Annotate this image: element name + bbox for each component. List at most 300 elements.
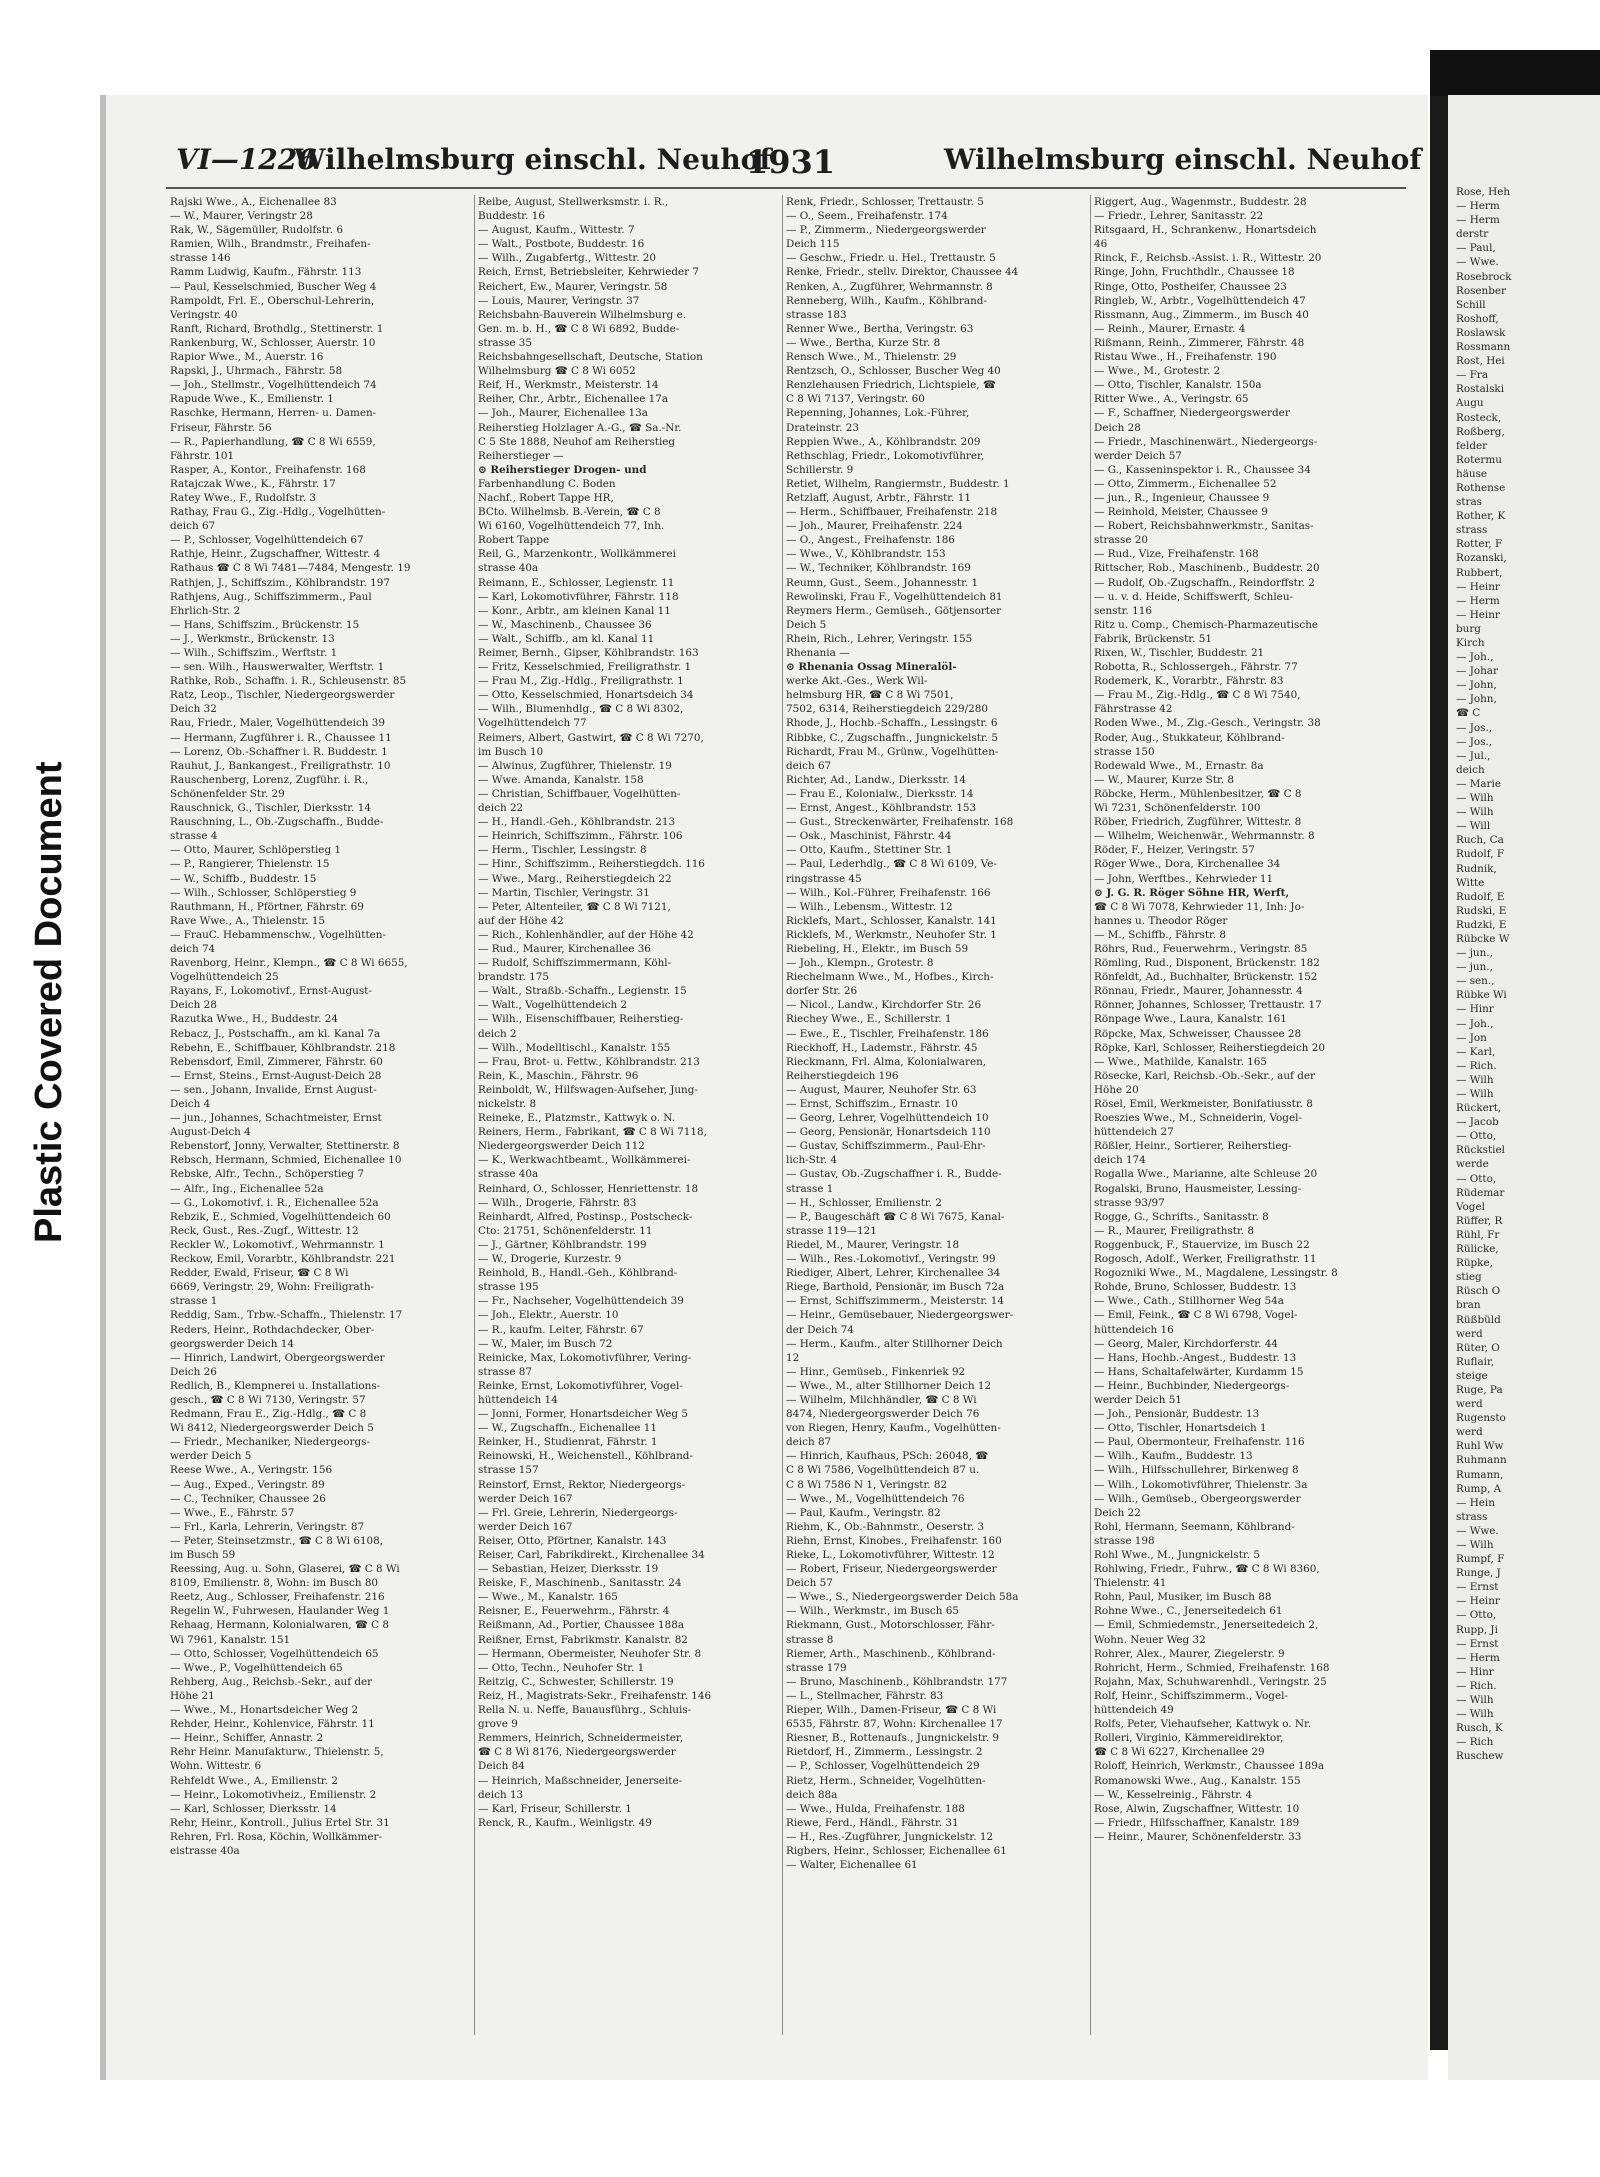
directory-entry: Rüdemar <box>1456 1186 1505 1199</box>
directory-entry: — Martin, Tischler, Veringstr. 31 <box>478 886 650 899</box>
right-page-column <box>1456 185 1600 2025</box>
directory-entry: — jun., <box>1456 947 1493 960</box>
directory-entry: Rübcke W <box>1456 932 1510 945</box>
directory-entry: — Frl. Greie, Lehrerin, Niedergeorgs- <box>478 1506 678 1519</box>
directory-entry: werd <box>1456 1327 1483 1340</box>
directory-entry: Rave Wwe., A., Thielenstr. 15 <box>170 914 326 927</box>
directory-entry: Rudolf, E <box>1456 890 1505 903</box>
directory-entry: werder Deich 5 <box>170 1450 252 1463</box>
directory-entry: 46 <box>1094 238 1108 251</box>
directory-entry: — H., Schlosser, Emilienstr. 2 <box>786 1196 942 1209</box>
directory-entry: — Georg, Maler, Kirchdorferstr. 44 <box>1094 1337 1278 1350</box>
directory-entry: Rehder, Heinr., Kohlenvice, Fährstr. 11 <box>170 1718 375 1731</box>
directory-entry: Rauthmann, H., Pförtner, Fährstr. 69 <box>170 900 364 913</box>
directory-entry: Remmers, Heinrich, Schneidermeister, <box>478 1732 684 1745</box>
directory-entry: Riehm, K., Ob.-Bahnmstr., Oeserstr. 3 <box>786 1520 985 1533</box>
directory-entry: — Hinrich, Kaufhaus, PSch: 26048, ☎ <box>786 1450 989 1463</box>
directory-entry: Rieckmann, Frl. Alma, Kolonialwaren, <box>786 1055 987 1068</box>
column-divider <box>782 195 783 2035</box>
directory-entry: Ritter Wwe., A., Veringstr. 65 <box>1094 393 1249 406</box>
directory-entry: — W., Maschinenb., Chaussee 36 <box>478 618 652 631</box>
directory-entry: — W., Schiffb., Buddestr. 15 <box>170 872 317 885</box>
directory-entry: Rentzsch, O., Schlosser, Buscher Weg 40 <box>786 365 1001 378</box>
directory-entry: Reiherstieger — <box>478 449 564 462</box>
directory-entry: Rajski Wwe., A., Eichenallee 83 <box>170 196 337 208</box>
directory-entry: Vogel <box>1456 1200 1485 1213</box>
directory-entry: — Wwe., E., Fährstr. 57 <box>170 1506 295 1519</box>
directory-entry: Richardt, Frau M., Grünw., Vogelhütten- <box>786 745 999 758</box>
directory-entry: Rönfeldt, Ad., Buchhalter, Brückenstr. 152 <box>1094 971 1318 984</box>
directory-entry: Rüsch O <box>1456 1285 1501 1298</box>
directory-entry: — Heinr <box>1456 608 1500 621</box>
directory-entry: Rohl, Hermann, Seemann, Köhlbrand- <box>1094 1520 1295 1533</box>
directory-entry: Rost, Hei <box>1456 355 1505 368</box>
directory-entry: — Hinr., Gemüseb., Finkenriek 92 <box>786 1365 966 1378</box>
directory-entry: — Wwe., M., alter Stillhorner Deich 12 <box>786 1379 992 1392</box>
directory-entry: Rauhut, J., Bankangest., Freiligrathstr. 10 <box>170 759 391 772</box>
directory-entry: Wi 8412, Niedergeorgswerder Deich 5 <box>170 1422 374 1435</box>
directory-entry: — Georg, Lehrer, Vogelhüttendeich 10 <box>786 1112 989 1125</box>
directory-entry: Reinowski, H., Weichenstell., Köhlbrand- <box>478 1450 693 1463</box>
directory-entry: Rathjen, J., Schiffszim., Köhlbrandstr. 197 <box>170 576 390 589</box>
directory-entry: 7502, 6314, Reiherstiegdeich 229/280 <box>786 703 988 716</box>
directory-entry: — Wwe., M., Vogelhüttendeich 76 <box>786 1492 965 1505</box>
directory-entry: deich 74 <box>170 942 216 955</box>
directory-entry: Reiser, Carl, Fabrikdirekt., Kirchenallee 34 <box>478 1549 705 1561</box>
directory-entry: — Konr., Arbtr., am kleinen Kanal 11 <box>478 604 671 617</box>
directory-entry: 6535, Fährstr. 87, Wohn: Kirchenallee 17 <box>786 1718 1003 1731</box>
directory-entry: Rohn, Paul, Musiker, im Busch 88 <box>1094 1591 1272 1604</box>
column-4 <box>1094 195 1392 2035</box>
directory-entry: Veringstr. 40 <box>170 308 238 321</box>
directory-entry: Thielenstr. 41 <box>1094 1577 1167 1590</box>
directory-entry: Reddig, Sam., Trbw.-Schaffn., Thielenstr. 17 <box>170 1309 403 1322</box>
directory-entry: Rapude Wwe., K., Emilienstr. 1 <box>170 393 334 406</box>
directory-entry: Razutka Wwe., H., Buddestr. 24 <box>170 1013 338 1026</box>
directory-entry: Ruhmann <box>1456 1454 1507 1467</box>
directory-entry: deich 2 <box>478 1027 517 1040</box>
directory-entry: — Paul, Lederhdlg., ☎ C 8 Wi 6109, Ve- <box>786 858 997 871</box>
directory-entry: — Heinr., Lokomotivheiz., Emilienstr. 2 <box>170 1788 377 1801</box>
directory-entry: — Jon <box>1456 1031 1487 1044</box>
directory-entry: Roder, Aug., Stukkateur, Köhlbrand- <box>1094 731 1285 744</box>
directory-entry: Rostalski <box>1456 383 1505 396</box>
directory-entry: Reißmann, Ad., Portier, Chaussee 188a <box>478 1619 685 1632</box>
directory-entry: Schillerstr. 9 <box>786 463 854 476</box>
directory-entry: Reichsbahn-Bauverein Wilhelmsburg e. <box>478 308 687 321</box>
directory-entry: helmsburg HR, ☎ C 8 Wi 7501, <box>786 689 954 702</box>
directory-entry: werder Deich 57 <box>1094 449 1182 462</box>
directory-entry: Redder, Ewald, Friseur, ☎ C 8 Wi <box>170 1267 349 1280</box>
directory-entry: — Joh., Stellmstr., Vogelhüttendeich 74 <box>170 379 377 392</box>
directory-entry: Rietz, Herm., Schneider, Vogelhütten- <box>786 1774 986 1787</box>
directory-entry: Rasper, A., Kontor., Freihafenstr. 168 <box>170 463 366 476</box>
directory-entry: — Hans, Schiffszim., Brückenstr. 15 <box>170 618 360 631</box>
directory-entry: — Rud., Vize, Freihafenstr. 168 <box>1094 548 1259 561</box>
directory-entry: — R., kaufm. Leiter, Fährstr. 67 <box>478 1323 644 1336</box>
directory-entry: — Wwe. <box>1456 256 1499 269</box>
directory-entry: — Wilh <box>1456 806 1494 819</box>
directory-entry: Rathaus ☎ C 8 Wi 7481—7484, Mengestr. 19 <box>170 562 411 575</box>
directory-entry: Regelin W., Fuhrwesen, Haulander Weg 1 <box>170 1605 390 1618</box>
directory-entry: Ratajczak Wwe., K., Fährstr. 17 <box>170 477 336 490</box>
directory-entry: — Johar <box>1456 665 1498 678</box>
directory-entry: Rotter, F <box>1456 538 1503 551</box>
directory-entry: Deich 28 <box>1094 421 1141 434</box>
directory-entry: — jun., R., Ingenieur, Chaussee 9 <box>1094 491 1270 504</box>
directory-entry: — John, <box>1456 693 1497 706</box>
directory-entry: Rudzki, E <box>1456 918 1507 931</box>
directory-entry: Ruschew <box>1456 1750 1504 1763</box>
directory-entry: Ruch, Ca <box>1456 834 1504 847</box>
directory-entry: ☎ C 8 Wi 8176, Niedergeorgswerder <box>478 1746 676 1759</box>
directory-entry: Rigbers, Heinr., Schlosser, Eichenallee 61 <box>786 1844 1007 1857</box>
directory-entry: senstr. 116 <box>1094 604 1152 617</box>
directory-entry: Deich 84 <box>478 1760 525 1773</box>
directory-entry: Rohricht, Herm., Schmied, Freihafenstr. 168 <box>1094 1661 1330 1674</box>
directory-entry: Reiher, Chr., Arbtr., Eichenallee 17a <box>478 393 669 406</box>
directory-entry: Reitzig, C., Schwester, Schillerstr. 19 <box>478 1675 674 1688</box>
directory-entry: Raschke, Hermann, Herren- u. Damen- <box>170 407 377 420</box>
directory-entry: grove 9 <box>478 1718 518 1731</box>
directory-entry: — Wwe., M., Honartsdeicher Weg 2 <box>170 1704 359 1717</box>
directory-entry: Reimers, Albert, Gastwirt, ☎ C 8 Wi 7270, <box>478 731 704 744</box>
directory-entry: — Reinh., Maurer, Ernastr. 4 <box>1094 322 1246 335</box>
directory-entry: Rosebrock <box>1456 270 1512 283</box>
directory-entry: — Rich. <box>1456 1059 1497 1072</box>
directory-entry: — Hinr <box>1456 1665 1494 1678</box>
directory-entry: Reessing, Aug. u. Sohn, Glaserei, ☎ C 8 Wi <box>170 1563 400 1576</box>
directory-entry: Rauschnick, G., Tischler, Dierksstr. 14 <box>170 802 371 815</box>
directory-entry: — Wilh., Zugabfertg., Wittestr. 20 <box>478 252 657 265</box>
directory-entry: Röger Wwe., Dora, Kirchenallee 34 <box>1094 858 1281 871</box>
directory-entry: — Reinhold, Meister, Chaussee 9 <box>1094 506 1268 519</box>
directory-entry: Rehr, Heinr., Kontroll., Julius Ertel Str. 31 <box>170 1816 390 1829</box>
directory-entry: Ristau Wwe., H., Freihafenstr. 190 <box>1094 351 1277 364</box>
directory-entry: — Georg, Pensionär, Honartsdeich 110 <box>786 1126 991 1139</box>
directory-entry: — Jonni, Former, Honartsdeicher Weg 5 <box>478 1408 689 1421</box>
directory-entry: — Joh., Elektr., Auerstr. 10 <box>478 1309 619 1322</box>
directory-page-right-fragment <box>1448 95 1600 2080</box>
directory-entry: Rusch, K <box>1456 1722 1503 1735</box>
directory-entry: Römling, Rud., Disponent, Brückenstr. 182 <box>1094 957 1320 970</box>
directory-entry: Rolf, Heinr., Schiffszimmerm., Vogel- <box>1094 1689 1288 1702</box>
directory-entry: — Gustav, Schiffszimmerm., Paul-Ehr- <box>786 1140 986 1153</box>
directory-entry: Riediger, Albert, Lehrer, Kirchenallee 34 <box>786 1267 1001 1280</box>
directory-entry: Rebsch, Hermann, Schmied, Eichenallee 10 <box>170 1154 402 1167</box>
directory-entry: — Emil, Schmiedemstr., Jenerseitedeich 2, <box>1094 1619 1319 1632</box>
directory-entry: — Wilh., Lebensm., Wittestr. 12 <box>786 900 953 913</box>
directory-entry: — Fritz, Kesselschmied, Freiligrathstr. 1 <box>478 661 692 674</box>
directory-page-left <box>100 95 1428 2080</box>
directory-entry: Schill <box>1456 298 1486 311</box>
directory-entry: Rebske, Alfr., Techn., Schöperstieg 7 <box>170 1168 364 1181</box>
directory-entry: Rhode, J., Hochb.-Schaffn., Lessingstr. 6 <box>786 717 998 730</box>
directory-entry: — Alwinus, Zugführer, Thielenstr. 19 <box>478 759 672 772</box>
directory-entry: Reil, G., Marzenkontr., Wollkämmerei <box>478 548 676 561</box>
directory-entry: eistrasse 40a <box>170 1844 240 1857</box>
directory-entry: Reumn, Gust., Seem., Johannesstr. 1 <box>786 576 979 589</box>
directory-entry: — Wwe., Cath., Stillhorner Weg 54a <box>1094 1295 1284 1308</box>
directory-entry: Robert Tappe <box>478 534 550 547</box>
directory-entry: Rojahn, Max, Schuhwarenhdl., Veringstr. 25 <box>1094 1675 1327 1688</box>
directory-entry: — P., Rangierer, Thielenstr. 15 <box>170 858 330 871</box>
directory-entry: strasse 40a <box>478 562 539 575</box>
directory-entry: Reiske, F., Maschinenb., Sanitasstr. 24 <box>478 1577 682 1590</box>
directory-entry: — Wwe. <box>1456 1524 1499 1537</box>
directory-entry: hüttendeich 16 <box>1094 1323 1174 1336</box>
directory-entry: 8109, Emilienstr. 8, Wohn: im Busch 80 <box>170 1577 379 1590</box>
directory-entry: werd <box>1456 1398 1483 1411</box>
directory-entry: Rückstiel <box>1456 1144 1505 1157</box>
directory-entry: — Ernst <box>1456 1581 1499 1594</box>
directory-entry: Nachf., Robert Tappe HR, <box>478 491 614 504</box>
directory-entry: Ratey Wwe., F., Rudolfstr. 3 <box>170 491 317 504</box>
directory-entry: — Karl, Schlosser, Dierksstr. 14 <box>170 1802 337 1815</box>
directory-entry: — Wilh <box>1456 1694 1494 1707</box>
directory-entry: Rogozniki Wwe., M., Magdalene, Lessingstr. 8 <box>1094 1267 1338 1280</box>
directory-entry: Ravenborg, Heinr., Klempn., ☎ C 8 Wi 6655, <box>170 957 408 970</box>
directory-entry: — Wilh <box>1456 1073 1494 1086</box>
directory-entry: strass <box>1456 1510 1488 1523</box>
directory-entry: Rewolinski, Frau F., Vogelhüttendeich 81 <box>786 590 1003 603</box>
directory-entry: — Gust., Streckenwärter, Freihafenstr. 168 <box>786 816 1014 829</box>
directory-entry: hannes u. Theodor Röger <box>1094 914 1228 927</box>
directory-entry: Rissmann, Aug., Zimmerm., im Busch 40 <box>1094 308 1309 321</box>
directory-entry: Reiz, H., Magistrats-Sekr., Freihafenstr. 146 <box>478 1689 712 1702</box>
directory-entry: — Peter, Altenteiler, ☎ C 8 Wi 7121, <box>478 900 671 913</box>
directory-entry: Riechelmann Wwe., M., Hofbes., Kirch- <box>786 971 994 984</box>
directory-entry: — Lorenz, Ob.-Schaffner i. R. Buddestr. 1 <box>170 745 388 758</box>
directory-entry: — Heinr <box>1456 580 1500 593</box>
directory-entry: — jun., <box>1456 961 1493 974</box>
directory-entry: — Wwe., P., Vogelhüttendeich 65 <box>170 1661 343 1674</box>
directory-entry: — Paul, <box>1456 242 1496 255</box>
directory-entry: Rüßbüld <box>1456 1313 1501 1326</box>
directory-entry: Kirch <box>1456 637 1485 649</box>
column-divider <box>1090 195 1091 2035</box>
directory-entry: Vogelhüttendeich 25 <box>170 971 279 984</box>
directory-entry: — sen., <box>1456 975 1495 988</box>
directory-entry: — Marie <box>1456 777 1501 790</box>
directory-entry: Ribbke, C., Zugschaffn., Jungnickelstr. 5 <box>786 731 998 744</box>
directory-entry: — Herm <box>1456 200 1500 213</box>
directory-entry: Rump, A <box>1456 1482 1502 1495</box>
directory-entry: Reineke, E., Platzmstr., Kattwyk o. N. <box>478 1112 676 1125</box>
directory-entry: — Nicol., Landw., Kirchdorfer Str. 26 <box>786 999 982 1012</box>
scan-edge-block <box>1430 50 1600 96</box>
directory-entry: — August, Maurer, Neuhofer Str. 63 <box>786 1083 977 1096</box>
directory-entry: — Joh., Maurer, Freihafenstr. 224 <box>786 520 963 533</box>
directory-entry: Rampoldt, Frl. E., Oberschul-Lehrerin, <box>170 294 375 307</box>
directory-entry: Wohn. Wittestr. 6 <box>170 1760 262 1773</box>
directory-entry: Höhe 21 <box>170 1689 215 1702</box>
directory-entry: deich 13 <box>478 1788 524 1801</box>
directory-entry: Rehaag, Hermann, Kolonialwaren, ☎ C 8 <box>170 1619 389 1632</box>
directory-entry: Rethschlag, Friedr., Lokomotivführer, <box>786 449 985 462</box>
directory-entry: Rohl Wwe., M., Jungnickelstr. 5 <box>1094 1549 1260 1561</box>
directory-entry: — Jacob <box>1456 1116 1499 1129</box>
directory-entry: strasse 195 <box>478 1281 539 1294</box>
directory-entry: — K., Werkwachtbeamt., Wollkämmerei- <box>478 1154 691 1167</box>
directory-entry: — Heinr <box>1456 1595 1500 1608</box>
directory-entry: Reinhard, O., Schlosser, Henriettenstr. 18 <box>478 1182 699 1195</box>
directory-entry: — Rich. <box>1456 1679 1497 1692</box>
directory-entry: Rankenburg, W., Schlosser, Auerstr. 10 <box>170 336 376 349</box>
directory-entry: — Wilh <box>1456 792 1494 805</box>
directory-entry: Reinboldt, W., Hilfswagen-Aufseher, Jung- <box>478 1083 698 1096</box>
directory-entry: Drateinstr. 23 <box>786 421 859 434</box>
directory-entry: — Ernst, Schiffszim., Ernastr. 10 <box>786 1098 958 1110</box>
directory-entry: — Herm., Tischler, Lessingstr. 8 <box>478 844 647 857</box>
directory-entry: hüttendeich 14 <box>478 1393 558 1406</box>
directory-entry: 12 <box>786 1351 800 1364</box>
directory-entry: Augu <box>1456 397 1484 410</box>
directory-entry: Rösel, Emil, Werkmeister, Bonifatiusstr. 8 <box>1094 1098 1313 1110</box>
directory-entry: August-Deich 4 <box>170 1126 251 1139</box>
directory-entry: Rühl, Fr <box>1456 1228 1500 1241</box>
directory-entry: 6669, Veringstr. 29, Wohn: Freiligrath- <box>170 1281 375 1294</box>
directory-entry: Rossmann <box>1456 341 1511 354</box>
directory-entry: deich 22 <box>478 802 524 815</box>
page-spine <box>1430 50 1448 2050</box>
directory-entry: Rogosch, Adolf., Werker, Freiligrathstr. 11 <box>1094 1253 1317 1266</box>
directory-entry: — Hans, Schaltafelwärter, Kurdamm 15 <box>1094 1365 1304 1378</box>
directory-entry: Reiser, Otto, Pförtner, Kanalstr. 143 <box>478 1534 667 1547</box>
directory-entry: — F., Schaffner, Niedergeorgswerder <box>1094 407 1290 420</box>
directory-entry: — Karl, Lokomotivführer, Fährstr. 118 <box>478 590 679 603</box>
directory-entry: Rogalski, Bruno, Hausmeister, Lessing- <box>1094 1182 1302 1195</box>
directory-entry: — Joh., <box>1456 1017 1494 1030</box>
directory-entry: — Alfr., Ing., Eichenallee 52a <box>170 1182 324 1195</box>
directory-entry: — August, Kaufm., Wittestr. 7 <box>478 224 635 237</box>
directory-entry: — Walt., Schiffb., am kl. Kanal 11 <box>478 632 655 645</box>
directory-entry: — W., Techniker, Köhlbrandstr. 169 <box>786 562 971 575</box>
directory-entry: Rathje, Heinr., Zugschaffner, Wittestr. 4 <box>170 548 381 561</box>
directory-entry: gesch., ☎ C 8 Wi 7130, Veringstr. 57 <box>170 1393 366 1406</box>
directory-entry: — Jos., <box>1456 735 1493 748</box>
directory-entry: Rumpf, F <box>1456 1553 1505 1566</box>
directory-entry: — Ernst, Schiffszimmerm., Meisterstr. 14 <box>786 1295 1004 1308</box>
directory-entry: Rodemerk, K., Vorarbtr., Fährstr. 83 <box>1094 675 1284 688</box>
directory-entry: strasse 20 <box>1094 534 1149 547</box>
directory-entry: — Aug., Exped., Veringstr. 89 <box>170 1478 325 1491</box>
directory-entry: werder Deich 167 <box>478 1520 573 1533</box>
directory-entry: — Jos., <box>1456 721 1493 734</box>
column-1 <box>170 195 468 2035</box>
directory-entry: Reiherstiegdeich 196 <box>786 1069 899 1082</box>
directory-entry: lich-Str. 4 <box>786 1154 838 1167</box>
directory-entry: — Wilh., Schlosser, Schlöperstieg 9 <box>170 886 357 899</box>
directory-entry: Rieke, L., Lokomotivführer, Wittestr. 12 <box>786 1549 995 1561</box>
directory-entry: Reckow, Emil, Vorarbtr., Köhlbrandstr. 221 <box>170 1253 396 1266</box>
directory-entry: Deich 57 <box>786 1577 833 1590</box>
directory-entry: — Wilh., Kol.-Führer, Freihafenstr. 166 <box>786 886 991 899</box>
directory-entry: Ricklefs, M., Werkmstr., Neuhofer Str. 1 <box>786 928 997 941</box>
directory-entry: werde <box>1456 1158 1489 1171</box>
directory-entry: — Frau, Brot- u. Fettw., Köhlbrandstr. 213 <box>478 1055 700 1068</box>
directory-entry: — Hans, Hochb.-Angest., Buddestr. 13 <box>1094 1351 1297 1364</box>
directory-entry: 8474, Niedergeorgswerder Deich 76 <box>786 1408 980 1421</box>
directory-entry: Riebeling, H., Elektr., im Busch 59 <box>786 942 969 955</box>
directory-entry: Renck, R., Kaufm., Weinligstr. 49 <box>478 1816 652 1829</box>
directory-entry: Riehn, Ernst, Kinobes., Freihafenstr. 160 <box>786 1534 1002 1547</box>
directory-entry: — sen., Johann, Invalide, Ernst August- <box>170 1083 377 1096</box>
directory-entry: Wi 7961, Kanalstr. 151 <box>170 1633 291 1646</box>
directory-entry: — J., Werkmstr., Brückenstr. 13 <box>170 632 335 645</box>
directory-entry: — Wwe., Mathilde, Kanalstr. 165 <box>1094 1055 1268 1068</box>
directory-entry: Rohrer, Alex., Maurer, Ziegelerstr. 9 <box>1094 1647 1285 1660</box>
directory-entry: im Busch 10 <box>478 745 544 758</box>
directory-entry: Wi 7231, Schönenfelderstr. 100 <box>1094 802 1261 815</box>
directory-entry: — Ernst <box>1456 1637 1499 1650</box>
directory-entry: — Wwe. Amanda, Kanalstr. 158 <box>478 773 644 786</box>
directory-entry: Rohne Wwe., C., Jenerseitedeich 61 <box>1094 1605 1283 1618</box>
header-rule <box>166 187 1406 189</box>
directory-entry: — Otto, Maurer, Schlöperstieg 1 <box>170 844 342 857</box>
directory-entry: — Otto, Schlosser, Vogelhüttendeich 65 <box>170 1647 379 1660</box>
directory-entry: Rhenania — <box>786 647 850 659</box>
directory-entry: Reißner, Ernst, Fabrikmstr. Kanalstr. 82 <box>478 1633 688 1646</box>
directory-entry: — Herm., Schiffbauer, Freihafenstr. 218 <box>786 506 998 519</box>
directory-entry: — Wilh., Schiffszim., Werftstr. 1 <box>170 647 338 659</box>
directory-entry: Roloff, Heinrich, Werkmstr., Chaussee 189a <box>1094 1760 1325 1773</box>
directory-entry: — Wilh., Hilfsschullehrer, Birkenweg 8 <box>1094 1464 1299 1477</box>
directory-entry: — Wilh., Lokomotivführer, Thielenstr. 3a <box>1094 1478 1308 1491</box>
directory-entry: — FrauC. Hebammenschw., Vogelhütten- <box>170 928 386 941</box>
directory-entry: Redmann, Frau E., Zig.-Hdlg., ☎ C 8 <box>170 1408 367 1421</box>
directory-entry: — Walt., Straßb.-Schaffn., Legienstr. 15 <box>478 985 687 998</box>
directory-entry: — Rich <box>1456 1736 1494 1749</box>
directory-entry: burg <box>1456 622 1481 635</box>
directory-entry: Rönnau, Friedr., Maurer, Johannesstr. 4 <box>1094 985 1303 998</box>
directory-entry: — Wwe., M., Grotestr. 2 <box>1094 365 1221 378</box>
directory-entry: Rittscher, Rob., Maschinenb., Buddestr. 20 <box>1094 562 1320 575</box>
directory-entry: ⊙ Reiherstieger Drogen- und <box>478 463 647 476</box>
directory-entry: — Ernst, Angest., Köhlbrandstr. 153 <box>786 802 977 815</box>
directory-entry: Rau, Friedr., Maler, Vogelhüttendeich 39 <box>170 717 385 730</box>
directory-entry: auf der Höhe 42 <box>478 914 564 927</box>
directory-entry: C 8 Wi 7586 N 1, Veringstr. 82 <box>786 1478 948 1491</box>
directory-entry: Roeszies Wwe., M., Schneiderin, Vogel- <box>1094 1112 1302 1125</box>
directory-entry: Reichsbahngesellschaft, Deutsche, Station <box>478 351 703 364</box>
directory-entry: Ringe, John, Fruchthdlr., Chaussee 18 <box>1094 266 1295 279</box>
directory-entry: deich 174 <box>1094 1154 1146 1167</box>
directory-entry: — Robert, Reichsbahnwerkmstr., Sanitas- <box>1094 520 1314 533</box>
directory-entry: — Otto, Zimmerm., Eichenallee 52 <box>1094 477 1277 490</box>
directory-entry: Rohlwing, Friedr., Fuhrw., ☎ C 8 Wi 8360, <box>1094 1563 1320 1576</box>
directory-entry: strasse 119—121 <box>786 1224 877 1237</box>
directory-entry: strasse 4 <box>170 830 218 843</box>
directory-entry: — H., Res.-Zugführer, Jungnickelstr. 12 <box>786 1830 994 1843</box>
directory-entry: Rudnik, <box>1456 862 1497 875</box>
directory-entry: Deich 22 <box>1094 1506 1141 1519</box>
directory-entry: Rißmann, Reinh., Zimmerer, Fährstr. 48 <box>1094 336 1305 349</box>
directory-entry: Rüffer, R <box>1456 1214 1503 1227</box>
directory-entry: werder Deich 51 <box>1094 1393 1182 1406</box>
directory-entry: Röhrs, Rud., Feuerwehrm., Veringstr. 85 <box>1094 942 1308 955</box>
directory-entry: — P., Schlosser, Vogelhüttendeich 29 <box>786 1760 980 1773</box>
directory-entry: ☎ C 8 Wi 7078, Kehrwieder 11, Inh: Jo- <box>1094 900 1305 913</box>
directory-entry: — Rich., Kohlenhändler, auf der Höhe 42 <box>478 928 694 941</box>
directory-entry: — G., Kasseninspektor i. R., Chaussee 34 <box>1094 463 1311 476</box>
directory-entry: — M., Schiffb., Fährstr. 8 <box>1094 928 1227 941</box>
directory-entry: — Heinrich, Maßschneider, Jenerseite- <box>478 1774 683 1787</box>
directory-entry: Ringleb, W., Arbtr., Vogelhüttendeich 47 <box>1094 294 1306 307</box>
directory-entry: — Otto, <box>1456 1609 1497 1622</box>
directory-entry: Roden Wwe., M., Zig.-Gesch., Veringstr. 38 <box>1094 717 1321 730</box>
directory-entry: Ramien, Wilh., Brandmstr., Freihafen- <box>170 238 371 251</box>
